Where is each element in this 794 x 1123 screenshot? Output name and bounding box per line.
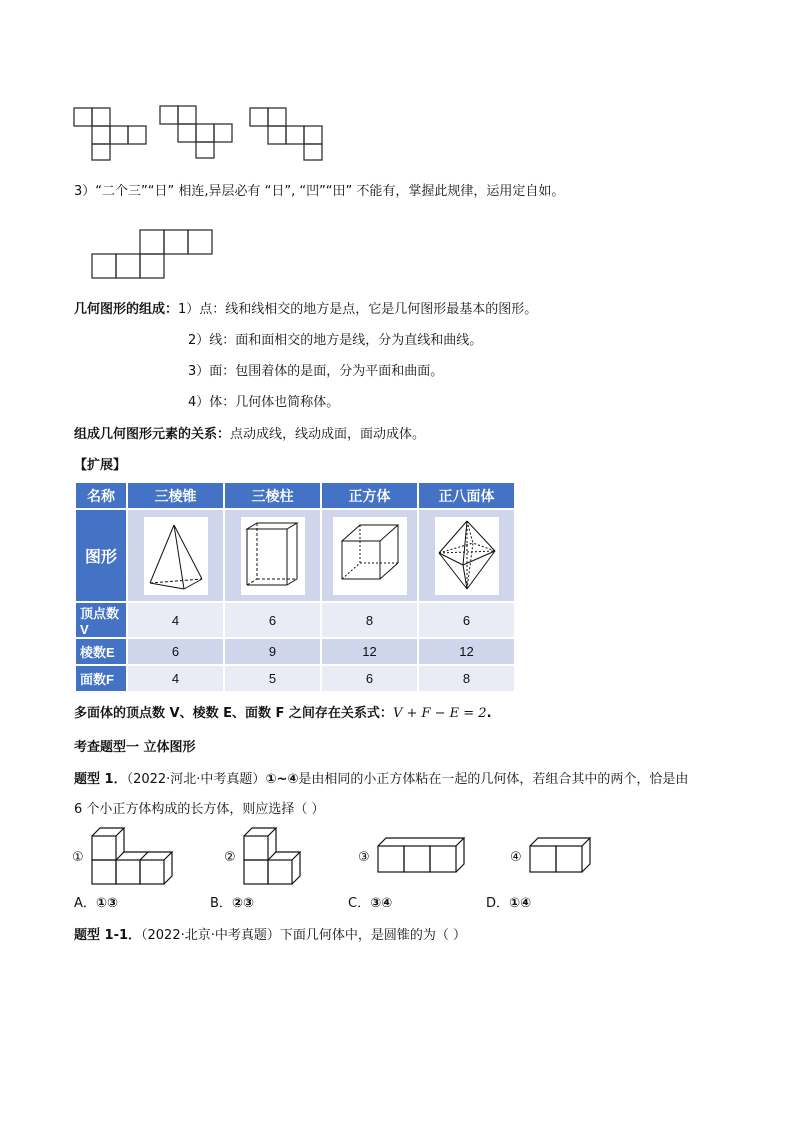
octahedron-figure-cell [418,509,515,602]
table-cell: 4 [127,665,224,692]
table-cell: 6 [418,602,515,638]
table-cell: 8 [418,665,515,692]
table-header-cube: 正方体 [321,482,418,509]
option-b[interactable]: B．②③ [210,896,254,911]
table-cell: 6 [321,665,418,692]
figure-row-label: 图形 [75,509,127,602]
question-1-line-2: 6 个小正方体构成的长方体，则应选择（ ） [74,802,325,817]
shape-label-2: ② [224,850,236,865]
cube-net-diagrams [70,100,330,164]
solid-3-figure [376,836,466,876]
staircase-net-diagram [88,228,218,280]
question-1-line-1: 题型 1．（2022·河北·中考真题）①~④是由相同的小正方体粘在一起的几何体，若组合其中的两个，恰是由 [74,772,689,787]
table-cell: 12 [418,638,515,665]
solid-2-figure [242,826,302,886]
relation-title: 组成几何图形元素的关系： [74,427,231,442]
option-c[interactable]: C．③④ [348,896,393,911]
extension-label: 【扩展】 [74,458,127,473]
table-cell: 6 [224,602,321,638]
section-title: 考查题型一 立体图形 [74,740,196,755]
composition-item-4: 4）体：几何体也简称体。 [188,395,340,410]
shape-label-4: ④ [510,850,522,865]
table-cell: 5 [224,665,321,692]
euler-formula: V + F − E = 2 [392,706,487,721]
triangular-prism-figure [241,517,305,595]
cube-figure-cell [321,509,418,602]
table-header-prism: 三棱柱 [224,482,321,509]
table-cell: 6 [127,638,224,665]
option-d[interactable]: D．①④ [486,896,532,911]
table-cell: 12 [321,638,418,665]
table-cell: 4 [127,602,224,638]
question-1-1-label: 题型 1-1． [74,928,142,943]
vertices-row-label: 顶点数V [75,602,127,638]
table-header-octahedron: 正八面体 [418,482,515,509]
question-1-1: 题型 1-1．（2022·北京·中考真题）下面几何体中，是圆锥的为（ ） [74,928,466,943]
composition-title: 几何图形的组成： [74,302,179,317]
composition-item-1: 几何图形的组成：1）点：线和线相交的地方是点，它是几何图形最基本的图形。 [74,302,538,317]
edges-row-label: 棱数E [75,638,127,665]
polyhedra-table [74,481,516,693]
table-cell: 8 [321,602,418,638]
cube-figure [333,517,407,595]
faces-row-label: 面数F [75,665,127,692]
composition-item-3: 3）面：包围着体的是面，分为平面和曲面。 [188,364,444,379]
triangular-pyramid-figure [144,517,208,595]
shape-label-1: ① [72,850,84,865]
euler-relation: 多面体的顶点数 V、棱数 E、面数 F 之间存在关系式：V + F − E = 2. [74,706,492,721]
tetrahedron-figure-cell [127,509,224,602]
table-cell: 9 [224,638,321,665]
octahedron-figure [435,517,499,595]
shape-label-3: ③ [358,850,370,865]
question-1-label: 题型 1． [74,772,127,787]
relation-line: 组成几何图形元素的关系：点动成线，线动成面，面动成体。 [74,427,426,442]
table-header-tetrahedron: 三棱锥 [127,482,224,509]
prism-figure-cell [224,509,321,602]
table-header-name: 名称 [75,482,127,509]
solid-1-figure [90,826,170,886]
option-a[interactable]: A．①③ [74,896,118,911]
solid-4-figure [528,836,592,876]
composition-item-2: 2）线：面和面相交的地方是线，分为直线和曲线。 [188,333,483,348]
rule-3-text: 3）“二个三”“日” 相连,异层必有 “日”, “凹”“田” 不能有，掌握此规律，运用定自如。 [74,184,565,199]
